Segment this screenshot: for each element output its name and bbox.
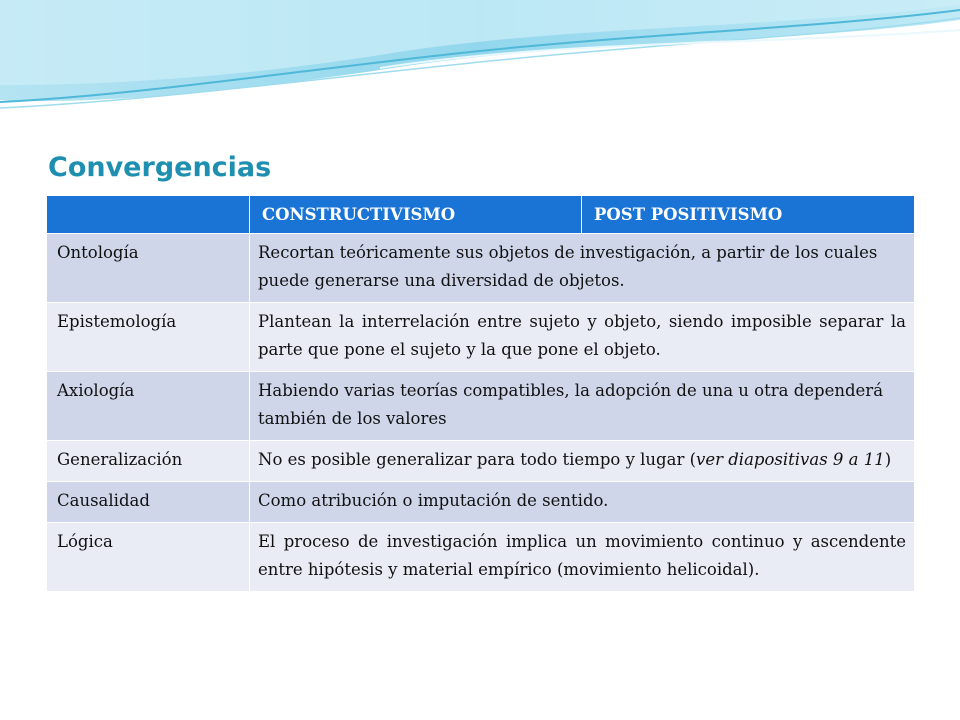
table-row: [47, 441, 915, 482]
slide-title: Convergencias: [48, 152, 272, 183]
row-label: Generalización: [47, 441, 250, 482]
table-row: [47, 303, 915, 372]
row-text-before: No es posible generalizar para todo tiempo y lugar (: [258, 450, 697, 469]
row-label: Epistemología: [47, 303, 250, 372]
row-label: Lógica: [47, 523, 250, 592]
header-cell-post-positivismo: POST POSITIVISMO: [582, 196, 915, 234]
row-text: Habiendo varias teorías compatibles, la adopción de una u otra dependerá también de los valores: [250, 372, 915, 441]
table-row: [47, 234, 915, 303]
table-header-row: [47, 196, 915, 234]
row-text-after: ): [884, 450, 892, 469]
row-text: Como atribución o imputación de sentido.: [250, 482, 915, 523]
header-cell-empty: [47, 196, 250, 234]
row-text: El proceso de investigación implica un movimiento continuo y ascendente entre hipótesis y material empírico (movimiento helicoidal).: [250, 523, 915, 592]
table-row: [47, 482, 915, 523]
row-label: Axiología: [47, 372, 250, 441]
row-label: Causalidad: [47, 482, 250, 523]
table-row: [47, 523, 915, 592]
decorative-wave-banner: [0, 0, 960, 120]
row-label: Ontología: [47, 234, 250, 303]
table-row: [47, 372, 915, 441]
row-text: Recortan teóricamente sus objetos de investigación, a partir de los cuales puede generarse una diversidad de objetos.: [250, 234, 915, 303]
row-text: [250, 441, 915, 482]
convergencias-table: [46, 195, 915, 592]
row-text-italic: ver diapositivas 9 a 11: [696, 450, 885, 469]
header-cell-constructivismo: CONSTRUCTIVISMO: [250, 196, 582, 234]
row-text: Plantean la interrelación entre sujeto y objeto, siendo imposible separar la parte que pone el sujeto y la que pone el objeto.: [250, 303, 915, 372]
